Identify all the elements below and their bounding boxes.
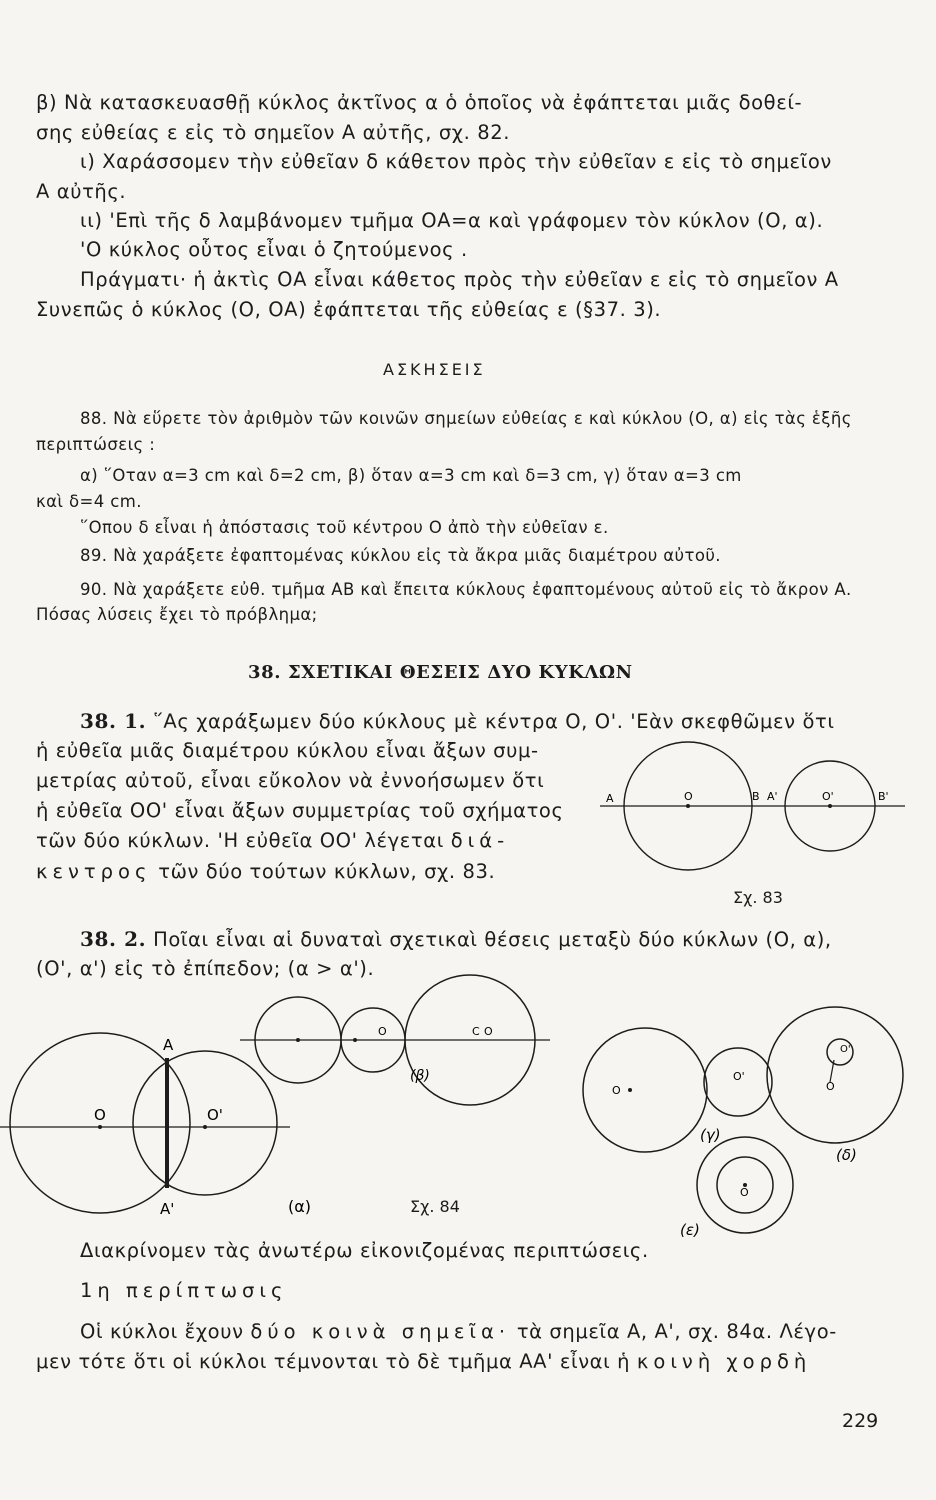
text-line: Συνεπῶς ὁ κύκλος (Ο, ΟΑ) ἐφάπτεται τῆς εὐθείας ε (§37. 3). [36, 298, 662, 321]
exercise-line: Πόσας λύσεις ἔχει τὸ πρόβλημα; [36, 605, 318, 624]
text-line [36, 860, 495, 883]
text-span: Οἱ κύκλοι ἔχουν [80, 1320, 244, 1343]
exercise-line: καὶ δ=4 cm. [36, 492, 142, 511]
tag-a: (α) [288, 1197, 312, 1216]
figure-83 [600, 760, 910, 880]
figure-84 [0, 990, 936, 1250]
paragraph-number: 38. 2. [80, 927, 147, 951]
tag-g: (γ) [700, 1126, 721, 1144]
tag-d: (δ) [836, 1146, 857, 1164]
fig84-case-a [0, 1033, 311, 1218]
center-o [98, 1125, 102, 1129]
exercise-line: ῞Οπου δ εἶναι ἡ ἀπόστασις τοῦ κέντρου Ο ἀπὸ τὴν εὐθεῖαν ε. [80, 518, 609, 537]
figure-84-caption: Σχ. 84 [410, 1197, 460, 1216]
case-heading: 1η περίπτωσις [80, 1279, 288, 1302]
label-A: Α [606, 792, 614, 805]
label-A-prime: Α' [160, 1200, 175, 1218]
circle-big [583, 1028, 707, 1152]
paragraph-text: Ποῖαι εἶναι αἱ δυναταὶ σχετικαὶ θέσεις μεταξὺ δύο κύκλων (Ο, α), [153, 928, 832, 951]
spaced-term: δύο κοινὰ σημεῖα· [250, 1320, 511, 1343]
label-O: Ο [94, 1106, 106, 1124]
paragraph-number: 38. 1. [80, 709, 147, 733]
text-span: τῶν δύο τούτων κύκλων, σχ. 83. [158, 860, 496, 883]
exercise-line: 90. Νὰ χαράξετε εὐθ. τμῆμα ΑΒ καὶ ἔπειτα κύκλους ἐφαπτομένους αὐτοῦ εἰς τὸ ἄκρον Α. [80, 580, 852, 599]
spaced-term: κεντρος [36, 860, 152, 883]
text-line: ἡ εὐθεῖα ΟΟ' εἶναι ἄξων συμμετρίας τοῦ σχήματος [36, 799, 564, 822]
text-line: ιι) 'Επὶ τῆς δ λαμβάνομεν τμῆμα ΟΑ=α καὶ γράφομεν τὸν κύκλον (Ο, α). [80, 209, 824, 232]
text-line: σης εὐθείας ε εἰς τὸ σημεῖον Α αὐτῆς, σχ. 82. [36, 121, 511, 144]
label: Ο [612, 1084, 621, 1097]
tag-e: (ε) [680, 1221, 700, 1239]
center-o-prime [203, 1125, 207, 1129]
text-line: 'Ο κύκλος οὗτος εἶναι ὁ ζητούμενος . [80, 238, 468, 261]
fig84-case-e [680, 1137, 793, 1239]
exercises-heading: ΑΣΚΗΣΕΙΣ [383, 360, 486, 379]
text-span: τῶν δύο κύκλων. 'Η εὐθεῖα ΟΟ' λέγεται [36, 829, 444, 852]
exercise-line: περιπτώσεις : [36, 435, 156, 454]
center-o [686, 804, 690, 808]
paragraph-38-1 [80, 709, 835, 733]
text-line: Πράγματι· ἡ ἀκτὶς ΟΑ εἶναι κάθετος πρὸς τὴν εὐθεῖαν ε εἰς τὸ σημεῖον Α [80, 268, 839, 291]
label: Ο' [840, 1044, 851, 1055]
label: C [472, 1025, 480, 1038]
fig84-case-g [583, 1028, 772, 1152]
paragraph-38-2 [80, 927, 832, 951]
circle-o-prime [133, 1051, 277, 1195]
center [296, 1038, 300, 1042]
label-B-prime: Β' [878, 790, 889, 803]
text-line [36, 1350, 811, 1373]
text-line [80, 1320, 837, 1343]
text-line: β) Νὰ κατασκευασθῇ κύκλος ἀκτῖνος α ὁ ὁποῖος νὰ ἐφάπτεται μιᾶς δοθεί- [36, 91, 803, 114]
text-line [36, 829, 509, 852]
center [628, 1088, 632, 1092]
label-B: Β [752, 790, 760, 803]
label: Ο [378, 1025, 387, 1038]
label-O-prime: Ο' [207, 1106, 223, 1124]
fig84-case-d [767, 1007, 903, 1164]
stroke [830, 1060, 834, 1082]
exercise-line: α) ῞Οταν α=3 cm καὶ δ=2 cm, β) ὅταν α=3 cm καὶ δ=3 cm, γ) ὅταν α=3 cm [80, 466, 742, 485]
fig84-case-b [240, 975, 550, 1105]
label-A-prime: Α' [767, 790, 778, 803]
text-line: (Ο', α') εἰς τὸ ἐπίπεδον; (α > α'). [36, 957, 375, 980]
label: Ο' [733, 1070, 745, 1083]
exercise-line: 88. Νὰ εὕρετε τὸν ἀριθμὸν τῶν κοινῶν σημείων εὐθείας ε καὶ κύκλου (Ο, α) εἰς τὰς ἑξῆς [80, 409, 852, 428]
text-line: Α αὐτῆς. [36, 180, 127, 203]
label: Ο [826, 1080, 835, 1093]
label-A: Α [163, 1036, 174, 1054]
label-O: Ο [684, 790, 693, 803]
text-line: Διακρίνομεν τὰς ἀνωτέρω εἰκονιζομένας περιπτώσεις. [80, 1239, 649, 1262]
text-line: ἡ εὐθεῖα μιᾶς διαμέτρου κύκλου εἶναι ἄξων συμ- [36, 739, 539, 762]
text-span: τὰ σημεῖα Α, Α', σχ. 84α. Λέγο- [516, 1320, 837, 1343]
spaced-term: κοινὴ χορδὴ [636, 1350, 812, 1373]
center [353, 1038, 357, 1042]
section-heading: 38. ΣΧΕΤΙΚΑΙ ΘΕΣΕΙΣ ΔΥΟ ΚΥΚΛΩΝ [248, 662, 633, 683]
figure-83-caption: Σχ. 83 [733, 888, 783, 907]
label-O-prime: Ο' [822, 790, 834, 803]
paragraph-text: ῞Ας χαράξωμεν δύο κύκλους μὲ κέντρα Ο, Ο'. 'Εὰν σκεφθῶμεν ὅτι [153, 710, 835, 733]
page-number: 229 [842, 1410, 879, 1432]
tag-b: (β) [410, 1068, 430, 1084]
label: Ο [740, 1186, 749, 1199]
exercise-line: 89. Νὰ χαράξετε ἐφαπτομένας κύκλου εἰς τὰ ἄκρα μιᾶς διαμέτρου αὐτοῦ. [80, 546, 721, 565]
spaced-term: διά- [450, 829, 510, 852]
text-span: μεν τότε ὅτι οἱ κύκλοι τέμνονται τὸ δὲ τμῆμα ΑΑ' εἶναι ἡ [36, 1350, 631, 1373]
label: Ο [484, 1025, 493, 1038]
center-o-prime [828, 804, 832, 808]
text-line: ι) Χαράσσομεν τὴν εὐθεῖαν δ κάθετον πρὸς τὴν εὐθεῖαν ε εἰς τὸ σημεῖον [80, 150, 832, 173]
circle-big [767, 1007, 903, 1143]
text-line: μετρίας αὐτοῦ, εἶναι εὔκολον νὰ ἐννοήσωμεν ὅτι [36, 769, 545, 792]
